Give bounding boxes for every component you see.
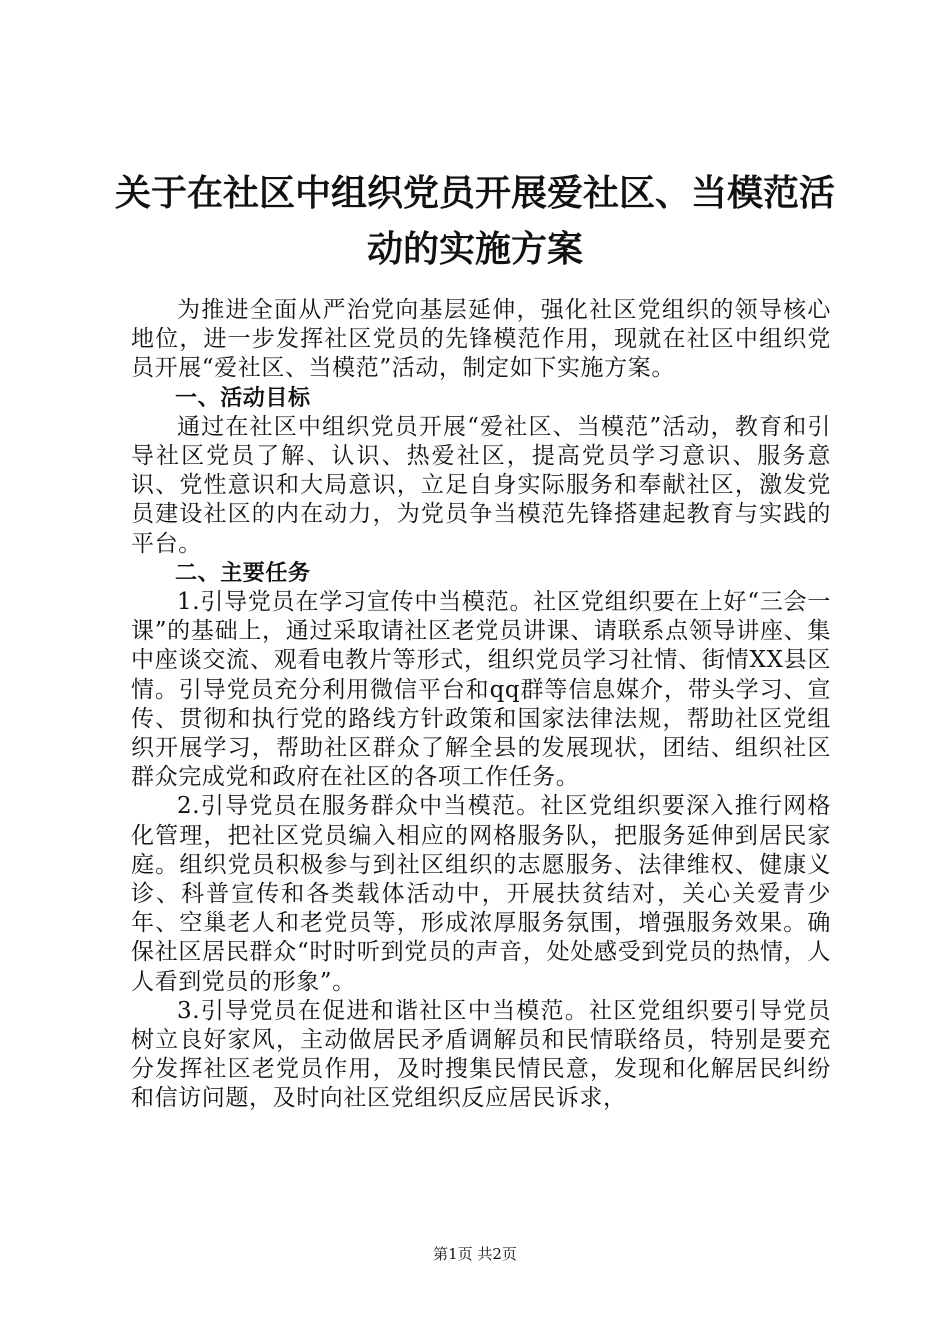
task-item-2: 2.引导党员在服务群众中当模范。社区党组织要深入推行网格化管理，把社区党员编入相应的网格服务队，把服务延伸到居民家庭。组织党员积极参与到社区组织的志愿服务、法律维权、健康义诊、科普宣传和各类载体活动中，开展扶贫结对，关心关爱青少年、空巢老人和老党员等，形成浓厚服务氛围，增强服务效果。确保社区居民群众“时时听到党员的声音，处处感受到党员的热情，人人看到党员的形象”。 bbox=[131, 793, 831, 995]
task-item-1: 1.引导党员在学习宣传中当模范。社区党组织要在上好“三会一课”的基础上，通过采取请社区老党员讲课、请联系点领导讲座、集中座谈交流、观看电教片等形式，组织党员学习社情、街情XX县区情。引导党员充分利用微信平台和qq群等信息媒介，带头学习、宣传、贯彻和执行党的路线方针政策和国家法律法规，帮助社区党组织开展学习，帮助社区群众了解全县的发展现状，团结、组织社区群众完成党和政府在社区的各项工作任务。 bbox=[131, 589, 831, 791]
page-footer: 第1页 共2页 bbox=[433, 1245, 517, 1263]
document-body bbox=[131, 296, 831, 1114]
intro-paragraph: 为推进全面从严治党向基层延伸，强化社区党组织的领导核心地位，进一步发挥社区党员的先锋模范作用，现就在社区中组织党员开展“爱社区、当模范”活动，制定如下实施方案。 bbox=[131, 297, 831, 382]
section-heading-goals: 一、活动目标 bbox=[175, 385, 311, 411]
section-heading-tasks: 二、主要任务 bbox=[175, 560, 311, 586]
goals-paragraph: 通过在社区中组织党员开展“爱社区、当模范”活动，教育和引导社区党员了解、认识、热爱社区，提高党员学习意识、服务意识、党性意识和大局意识，立足自身实际服务和奉献社区，激发党员建设社区的内在动力，为党员争当模范先锋搭建起教育与实践的平台。 bbox=[131, 413, 831, 557]
document-title: 关于在社区中组织党员开展爱社区、当模范活动的实施方案 bbox=[114, 173, 835, 270]
task-item-3: 3.引导党员在促进和谐社区中当模范。社区党组织要引导党员树立良好家风，主动做居民矛盾调解员和民情联络员，特别是要充分发挥社区老党员作用，及时搜集民情民意，发现和化解居民纠纷和信访问题，及时向社区党组织反应居民诉求， bbox=[131, 997, 831, 1112]
